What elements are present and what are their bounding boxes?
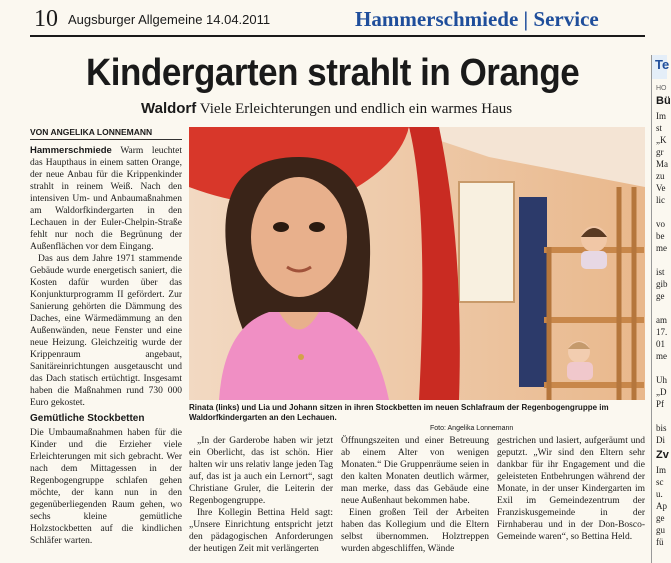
paragraph-1: Hammerschmiede Warm leuchtet das Haupthaus in einem satten Orange, der neue Anbau für die Krippenkinder strahlt in reinem Weiß. Nach den intensiven Um- und Anbaumaßnahmen am Waldorfkindergarten in den Lechauen in der Euler-Chelpin-Straße fehlt nur noch die Begrünung der Außenflächen vor dem Eingang.	[30, 145, 182, 252]
sidebar-line: am	[656, 315, 667, 325]
sidebar-line: Ap	[656, 501, 667, 511]
sidebar-line: me	[656, 243, 667, 253]
sidebar-line: vo	[656, 219, 665, 229]
photo-credit: Foto: Angelika Lonnemann	[430, 425, 514, 432]
sidebar-line: ist	[656, 267, 665, 277]
sidebar-lines-2	[652, 464, 667, 548]
paragraph-6-continued: gestrichen und lasiert, aufgeräumt und geputzt. „Wir sind den Eltern sehr dankbar für ihr Engagement und die geleisteten Entbehrungen während der Monate, in der unser Kindergarten im Exil im Gemeindezentrum der Franziskusgemeinde in der Firnhaberau und in der Don-Bosco-Gemeinde waren“, so Bettina Held.	[497, 436, 645, 542]
sidebar-line: gu	[656, 525, 665, 535]
sidebar-line: „K	[656, 135, 667, 145]
sidebar-title: Te	[652, 55, 667, 79]
sidebar-heading-2: Zv	[656, 449, 669, 461]
photo-illustration	[189, 127, 645, 400]
sidebar-line: Di	[656, 435, 665, 445]
dateline: Hammerschmiede	[30, 145, 112, 156]
sidebar-line: ge	[656, 513, 665, 523]
sidebar-line: u.	[656, 489, 663, 499]
subline-text: Viele Erleichterungen und endlich ein warmes Haus	[199, 101, 513, 117]
sidebar-line: sc	[656, 477, 664, 487]
sidebar-line: Im	[656, 465, 666, 475]
paragraph-5: Ihre Kollegin Bettina Held sagt: „Unsere Einrichtung entspricht jetzt den pädagogischen Anforderungen der heutigen Zeit mit verlängerten	[189, 508, 333, 554]
article-headline: Kindergarten strahlt in Orange	[86, 52, 580, 94]
sidebar-line: Pf	[656, 399, 665, 409]
newspaper-date: Augsburger Allgemeine 14.04.2011	[68, 12, 271, 27]
sidebar-line: 01	[656, 339, 665, 349]
article-subline	[141, 100, 512, 118]
sidebar-line: Ve	[656, 183, 666, 193]
sidebar-line: zu	[656, 171, 665, 181]
section-title: Hammerschmiede | Service	[355, 7, 599, 31]
article-photo	[189, 127, 645, 400]
byline: VON ANGELIKA LONNEMANN	[30, 127, 182, 140]
sidebar-line: „D	[656, 387, 667, 397]
paragraph-4: „In der Garderobe haben wir jetzt ein Oberlicht, das ist schön. Hier halten wir uns relativ lange jeden Tag auf, das ist ja auch ein Lernort“, sagt Christiane Gruler, die Leiterin der Regenbogengruppe.	[189, 436, 333, 506]
sidebar-line	[652, 254, 667, 266]
sidebar-line: st	[656, 123, 663, 133]
sidebar-line: ge	[656, 291, 665, 301]
sidebar-line	[652, 302, 667, 314]
sidebar-line: bis	[656, 423, 667, 433]
subhead: Gemütliche Stockbetten	[30, 413, 145, 424]
sidebar-line: gib	[656, 279, 668, 289]
paragraph-5-continued: Öffnungszeiten und einer Betreuung ab einem Alter von wenigen Monaten.“ Die Gruppenräume seien in den kalten Monaten deutlich wärmer, man merke, dass das Gebäude eine neue Außenhaut bekommen habe.	[341, 436, 489, 506]
text-column-1	[30, 145, 182, 547]
sidebar-line	[652, 206, 667, 218]
photo-caption: Rinata (links) und Lia und Johann sitzen in ihren Stockbetten im neuen Schlafraum der Regenbogengruppe im Waldorfkindergarten an den Lechauen.	[189, 403, 609, 422]
page-number: 10	[34, 6, 58, 32]
sidebar-line: gr	[656, 147, 664, 157]
sidebar-line	[652, 410, 667, 422]
sidebar-line: Im	[656, 111, 666, 121]
sidebar-line	[652, 362, 667, 374]
sidebar-line: 17.	[656, 327, 668, 337]
sidebar-lines-1	[652, 110, 667, 446]
sidebar-line: lic	[656, 195, 665, 205]
text-column-3	[341, 435, 489, 555]
text-column-2	[189, 435, 333, 555]
sidebar-kicker: HO	[656, 85, 667, 92]
header-rule	[30, 35, 645, 37]
sidebar-heading-1: Bü	[656, 95, 671, 107]
sidebar-line: be	[656, 231, 665, 241]
sidebar-line: me	[656, 351, 667, 361]
sidebar-line: fü	[656, 537, 664, 547]
text-column-4	[497, 435, 645, 543]
paragraph-6: Einen großen Teil der Arbeiten haben das Kollegium und die Eltern selbst übernommen. Holztreppen wurden abgeschliffen, Wände	[341, 508, 489, 554]
sidebar-line: Ma	[656, 159, 668, 169]
subline-place: Waldorf	[141, 100, 197, 117]
sidebar-line: Uh	[656, 375, 667, 385]
paragraph-2: Das aus dem Jahre 1971 stammende Gebäude wurde energetisch saniert, die Kosten dafür wurden über das Konjunkturprogramm II gefördert. Zur Sanierung gehörten die Dämmung des Daches, eine Wärmedämmung an den Außenwänden, neue Fenster und eine neue Heizung. Gleichzeitig wurde der Krippenraum angebaut, Sanitäreinrichtungen ausgetauscht und das Dach statisch ertüchtigt. Insgesamt haben die Maßnahmen rund 730 000 Euro gekostet.	[30, 254, 182, 408]
sidebar-clipped	[651, 55, 671, 563]
paragraph-3: Die Umbaumaßnahmen haben für die Kinder und die Erzieher viele Erleichterungen mit sich gebracht. Wer nach dem Mittagessen in der Regenbogengruppe schlafen gehen möchte, der kann nun in den gegenüberliegenden Raum gehen, wo sechs kleine gemütliche Holzstockbetten auf die kindlichen Schläfer warten.	[30, 428, 182, 546]
